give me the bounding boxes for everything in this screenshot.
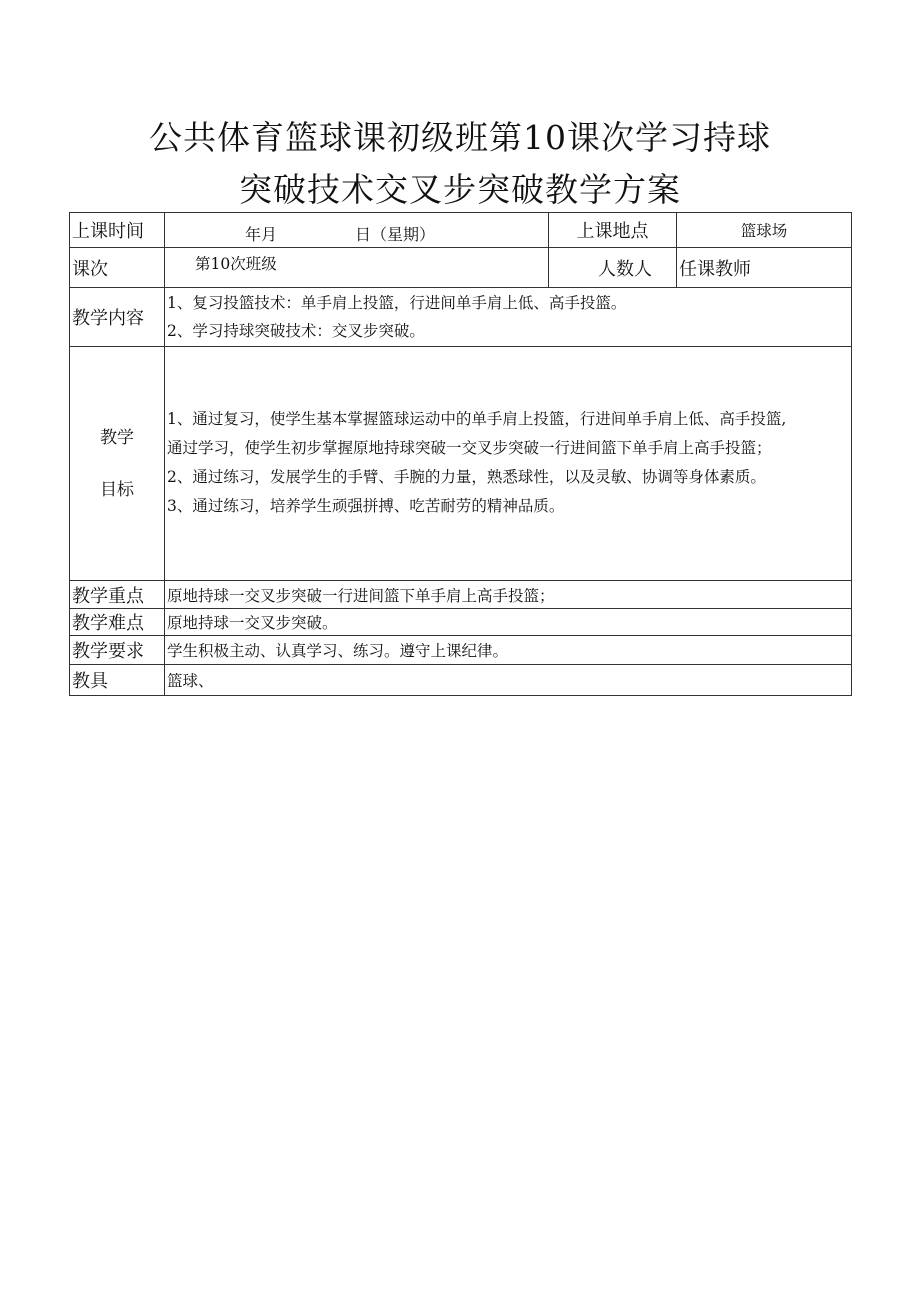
label-student-count: 人数人	[549, 248, 677, 288]
goal-item: 1、通过复习，使学生基本掌握篮球运动中的单手肩上投篮，行进间单手肩上低、高手投篮,	[167, 410, 787, 428]
value-difficulties: 原地持球一交叉步突破。	[165, 609, 852, 636]
goal-item: 3、通过练习，培养学生顽强拼搏、吃苦耐劳的精神品质。	[167, 497, 565, 515]
label-teacher: 任课教师	[677, 248, 852, 288]
label-class-place: 上课地点	[549, 213, 677, 248]
value-requirements: 学生积极主动、认真学习、练习。遵守上课纪律。	[165, 636, 852, 665]
label-teaching-goals	[70, 347, 165, 581]
label-class-time: 上课时间	[70, 213, 165, 248]
date-cell	[165, 213, 549, 248]
table-row-time	[70, 213, 852, 248]
content-item: 1、复习投篮技术：单手肩上投篮，行进间单手肩上低、高手投篮。	[167, 294, 627, 312]
goals-label-bottom: 目标	[100, 479, 134, 500]
table-row-goals	[70, 347, 852, 581]
content-item: 2、学习持球突破技术：交叉步突破。	[167, 322, 425, 340]
goals-label-top: 教学	[100, 427, 134, 448]
value-teaching-goals	[165, 347, 852, 581]
label-teaching-content: 教学内容	[70, 288, 165, 347]
table-row-content	[70, 288, 852, 347]
date-month: 年月	[245, 225, 278, 244]
label-lesson-number: 课次	[70, 248, 165, 288]
goal-item: 2、通过练习，发展学生的手臂、手腕的力量，熟悉球性，以及灵敏、协调等身体素质。	[167, 468, 766, 486]
label-requirements: 教学要求	[70, 636, 165, 665]
table-row-requirements	[70, 636, 852, 665]
lesson-plan-table	[69, 212, 852, 696]
table-row-key-points	[70, 581, 852, 609]
document-title-line-1: 公共体育篮球课初级班第10课次学习持球	[149, 118, 771, 157]
table-row-class	[70, 248, 852, 288]
label-key-points: 教学重点	[70, 581, 165, 609]
date-day-week: 日（星期）	[355, 225, 436, 244]
table-row-difficulties	[70, 609, 852, 636]
label-difficulties: 教学难点	[70, 609, 165, 636]
value-teaching-content	[165, 288, 852, 347]
value-lesson-number: 第10次班级	[165, 248, 549, 288]
label-teaching-tools: 教具	[70, 665, 165, 696]
value-key-points: 原地持球一交叉步突破一行进间篮下单手肩上高手投篮；	[165, 581, 852, 609]
value-class-place: 篮球场	[677, 213, 852, 248]
goal-item: 通过学习，使学生初步掌握原地持球突破一交叉步突破一行进间篮下单手肩上高手投篮；	[167, 439, 772, 457]
value-teaching-tools: 篮球、	[165, 665, 852, 696]
document-title-line-2: 突破技术交叉步突破教学方案	[239, 170, 681, 209]
table-row-tools	[70, 665, 852, 696]
